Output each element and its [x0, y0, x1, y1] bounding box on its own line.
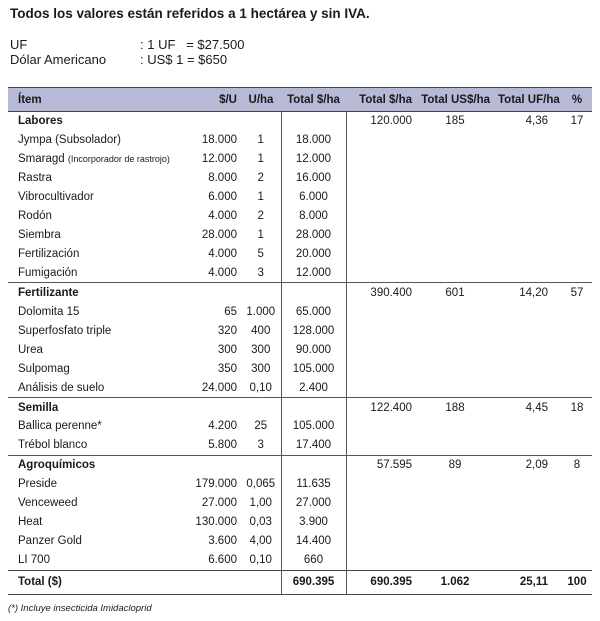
- section-total: 390.400: [346, 283, 416, 302]
- item-cell-empty: [494, 378, 562, 397]
- item-name: Superfosfato triple: [18, 324, 112, 337]
- item-name: Preside: [18, 478, 57, 491]
- item-unit-price: 28.000: [201, 229, 237, 242]
- section-cell-empty: [176, 283, 241, 302]
- item-name: Urea: [18, 343, 43, 356]
- item-name-cell: [8, 436, 176, 455]
- item-cell-empty: [416, 475, 494, 494]
- table-row: [8, 169, 592, 188]
- section-cell-empty: [176, 398, 241, 417]
- item-unit-price: 5.800: [208, 439, 237, 452]
- item-units-per-ha: 1.000: [246, 305, 276, 318]
- item-units-per-ha: 4,00: [249, 535, 272, 548]
- item-cell-empty: [494, 150, 562, 169]
- table-row: [8, 264, 592, 283]
- section-cell-empty: [241, 398, 281, 417]
- item-total: 11.635: [281, 475, 346, 494]
- header-total-usd: Total US$/ha: [416, 88, 494, 112]
- section-total-usd: 89: [416, 455, 494, 474]
- item-name-cell: [8, 150, 176, 169]
- item-cell-empty: [416, 131, 494, 150]
- item-total: 28.000: [281, 226, 346, 245]
- item-cell-empty: [562, 417, 592, 436]
- item-unit-price: 18.000: [201, 134, 237, 147]
- section-total-uf: 14,20: [494, 283, 562, 302]
- item-cell-empty: [346, 475, 416, 494]
- section-row: [8, 283, 592, 302]
- item-units-per-ha: 0,065: [246, 478, 276, 491]
- item-cell-empty: [494, 188, 562, 207]
- item-units-per-ha: 1,00: [249, 497, 272, 510]
- item-total: 660: [281, 551, 346, 570]
- item-cell-empty: [494, 245, 562, 264]
- item-cell-empty: [416, 494, 494, 513]
- section-name: Fertilizante: [8, 283, 176, 302]
- item-total: 128.000: [281, 321, 346, 340]
- item-cell-empty: [346, 264, 416, 283]
- item-cell-empty: [346, 131, 416, 150]
- rate-label-usd: Dólar Americano: [10, 52, 107, 67]
- section-row: [8, 455, 592, 474]
- item-name: Panzer Gold: [18, 535, 82, 548]
- item-name: Heat: [18, 516, 43, 529]
- item-units-per-ha: 0,03: [249, 516, 272, 529]
- total-pct: 100: [562, 570, 592, 594]
- section-name: Semilla: [8, 398, 176, 417]
- item-name-cell: [8, 169, 176, 188]
- item-total: 6.000: [281, 188, 346, 207]
- item-unit-price: 300: [217, 343, 237, 356]
- item-name: Smaragd: [18, 153, 65, 166]
- item-cell-empty: [416, 245, 494, 264]
- item-cell-empty: [562, 264, 592, 283]
- item-unit-price: 65: [224, 305, 237, 318]
- item-cell-empty: [494, 302, 562, 321]
- total-usd: 1.062: [416, 570, 494, 594]
- table-row: [8, 188, 592, 207]
- item-cell-empty: [416, 188, 494, 207]
- item-cell-empty: [562, 321, 592, 340]
- item-unit-price: 3.600: [208, 535, 237, 548]
- item-name-cell: [8, 494, 176, 513]
- item-name-cell: [8, 302, 176, 321]
- item-unit-price: 8.000: [208, 172, 237, 185]
- section-row: [8, 112, 592, 131]
- section-name: Agroquímicos: [8, 455, 176, 474]
- item-name: LI 700: [18, 554, 50, 567]
- item-total: 17.400: [281, 436, 346, 455]
- table-row: [8, 494, 592, 513]
- total-cell-empty: [176, 570, 241, 594]
- table-row: [8, 245, 592, 264]
- item-note: (Incorporador de rastrojo): [67, 154, 170, 165]
- item-name-cell: [8, 264, 176, 283]
- item-cell-empty: [494, 551, 562, 570]
- section-cell-empty: [281, 112, 346, 131]
- item-cell-empty: [346, 494, 416, 513]
- item-name-cell: [8, 340, 176, 359]
- item-units-per-ha: 1: [257, 191, 264, 204]
- item-cell-empty: [494, 226, 562, 245]
- item-name: Sulpomag: [18, 362, 70, 375]
- item-name-cell: [8, 226, 176, 245]
- item-cell-empty: [494, 169, 562, 188]
- item-units-per-ha: 0,10: [249, 381, 272, 394]
- section-total: 122.400: [346, 398, 416, 417]
- item-cell-empty: [346, 245, 416, 264]
- section-total-uf: 4,36: [494, 112, 562, 131]
- section-row: [8, 398, 592, 417]
- item-name-cell: [8, 551, 176, 570]
- item-total: 105.000: [281, 417, 346, 436]
- section-total-uf: 2,09: [494, 455, 562, 474]
- table-row: [8, 321, 592, 340]
- item-unit-price: 320: [217, 324, 237, 337]
- item-unit-price: 4.000: [208, 266, 237, 279]
- item-cell-empty: [346, 302, 416, 321]
- item-unit-price: 130.000: [195, 516, 237, 529]
- table-row: [8, 513, 592, 532]
- item-cell-empty: [562, 169, 592, 188]
- section-cell-empty: [281, 398, 346, 417]
- item-name-cell: [8, 513, 176, 532]
- item-cell-empty: [494, 340, 562, 359]
- section-pct: 18: [562, 398, 592, 417]
- item-cell-empty: [416, 359, 494, 378]
- total-cell-empty: [241, 570, 281, 594]
- section-cell-empty: [281, 283, 346, 302]
- header-total: Total $/ha: [281, 88, 346, 112]
- item-cell-empty: [562, 475, 592, 494]
- item-units-per-ha: 25: [254, 420, 268, 433]
- table-row: [8, 131, 592, 150]
- item-units-per-ha: 1: [257, 134, 264, 147]
- item-cell-empty: [562, 150, 592, 169]
- item-total: 8.000: [281, 207, 346, 226]
- item-cell-empty: [562, 551, 592, 570]
- section-total: 57.595: [346, 455, 416, 474]
- item-cell-empty: [494, 264, 562, 283]
- section-total-usd: 185: [416, 112, 494, 131]
- item-cell-empty: [416, 436, 494, 455]
- item-name-cell: [8, 532, 176, 551]
- section-pct: 57: [562, 283, 592, 302]
- item-name: Siembra: [18, 229, 61, 242]
- item-cell-empty: [346, 551, 416, 570]
- item-cell-empty: [494, 513, 562, 532]
- item-unit-price: 350: [217, 362, 237, 375]
- table-row: [8, 532, 592, 551]
- item-cell-empty: [416, 551, 494, 570]
- item-cell-empty: [346, 321, 416, 340]
- item-cell-empty: [346, 417, 416, 436]
- item-name-cell: [8, 417, 176, 436]
- item-name-cell: [8, 475, 176, 494]
- item-total: 105.000: [281, 359, 346, 378]
- item-units-per-ha: 3: [257, 266, 264, 279]
- table-row: [8, 226, 592, 245]
- table-row: [8, 475, 592, 494]
- item-cell-empty: [562, 532, 592, 551]
- item-total: 18.000: [281, 131, 346, 150]
- item-total: 2.400: [281, 378, 346, 397]
- page-title: Todos los valores están referidos a 1 hectárea y sin IVA.: [10, 6, 370, 21]
- item-name: Trébol blanco: [18, 439, 88, 452]
- item-name: Venceweed: [18, 497, 78, 510]
- item-cell-empty: [562, 207, 592, 226]
- item-name-cell: [8, 245, 176, 264]
- item-cell-empty: [494, 321, 562, 340]
- item-name-cell: [8, 207, 176, 226]
- item-total: 16.000: [281, 169, 346, 188]
- item-cell-empty: [562, 513, 592, 532]
- item-total: 12.000: [281, 264, 346, 283]
- header-uha: U/ha: [241, 88, 281, 112]
- item-cell-empty: [346, 359, 416, 378]
- item-cell-empty: [416, 417, 494, 436]
- total-label: Total ($): [8, 570, 176, 594]
- item-units-per-ha: 1: [257, 153, 264, 166]
- section-total-usd: 601: [416, 283, 494, 302]
- item-cell-empty: [416, 532, 494, 551]
- footnote: (*) Incluye insecticida Imidacloprid: [8, 603, 152, 614]
- item-units-per-ha: 300: [251, 362, 271, 375]
- table-row: [8, 207, 592, 226]
- section-cell-empty: [241, 283, 281, 302]
- item-cell-empty: [494, 417, 562, 436]
- table-row: [8, 417, 592, 436]
- item-cell-empty: [346, 207, 416, 226]
- section-total-uf: 4,45: [494, 398, 562, 417]
- item-cell-empty: [494, 475, 562, 494]
- item-unit-price: 27.000: [201, 497, 237, 510]
- item-total: 90.000: [281, 340, 346, 359]
- header-total-section: Total $/ha: [346, 88, 416, 112]
- item-unit-price: 6.600: [208, 554, 237, 567]
- item-cell-empty: [562, 188, 592, 207]
- rate-value-usd: : US$ 1 = $650: [140, 52, 228, 67]
- item-name: Rodón: [18, 210, 52, 223]
- item-cell-empty: [494, 359, 562, 378]
- item-cell-empty: [494, 131, 562, 150]
- item-units-per-ha: 5: [257, 248, 264, 261]
- item-total: 65.000: [281, 302, 346, 321]
- total-section-sum: 690.395: [346, 570, 416, 594]
- item-units-per-ha: 2: [257, 210, 264, 223]
- section-cell-empty: [241, 455, 281, 474]
- item-unit-price: 24.000: [201, 381, 237, 394]
- item-units-per-ha: 2: [257, 172, 264, 185]
- item-name-cell: [8, 359, 176, 378]
- section-total-usd: 188: [416, 398, 494, 417]
- item-name: Fertilización: [18, 248, 80, 261]
- item-cell-empty: [346, 532, 416, 551]
- item-name-cell: [8, 378, 176, 397]
- item-name: Jympa (Subsolador): [18, 134, 121, 147]
- item-name: Análisis de suelo: [18, 381, 105, 394]
- table-row: [8, 340, 592, 359]
- item-cell-empty: [494, 532, 562, 551]
- item-unit-price: 12.000: [201, 153, 237, 166]
- item-cell-empty: [346, 378, 416, 397]
- item-cell-empty: [562, 226, 592, 245]
- table-row: [8, 436, 592, 455]
- total-row: [8, 570, 592, 594]
- item-cell-empty: [346, 513, 416, 532]
- rate-label-uf: UF: [10, 37, 28, 52]
- item-cell-empty: [494, 436, 562, 455]
- item-total: 14.400: [281, 532, 346, 551]
- header-pct: %: [562, 88, 592, 112]
- item-total: 20.000: [281, 245, 346, 264]
- item-cell-empty: [562, 245, 592, 264]
- cost-table: [8, 87, 592, 595]
- header-item: Ítem: [8, 88, 176, 112]
- table-row: [8, 302, 592, 321]
- table-row: [8, 150, 592, 169]
- item-cell-empty: [416, 340, 494, 359]
- item-cell-empty: [416, 169, 494, 188]
- item-cell-empty: [562, 436, 592, 455]
- item-name: Ballica perenne*: [18, 420, 102, 433]
- item-unit-price: 6.000: [208, 191, 237, 204]
- table-row: [8, 551, 592, 570]
- item-cell-empty: [346, 150, 416, 169]
- item-unit-price: 4.000: [208, 248, 237, 261]
- item-cell-empty: [346, 436, 416, 455]
- item-cell-empty: [562, 378, 592, 397]
- table-row: [8, 359, 592, 378]
- header-su: $/U: [176, 88, 241, 112]
- item-cell-empty: [494, 207, 562, 226]
- item-cell-empty: [346, 169, 416, 188]
- item-cell-empty: [416, 264, 494, 283]
- item-name: Vibrocultivador: [18, 191, 94, 204]
- item-unit-price: 4.000: [208, 210, 237, 223]
- item-name-cell: [8, 131, 176, 150]
- table-header-row: [8, 88, 592, 112]
- item-cell-empty: [562, 494, 592, 513]
- item-units-per-ha: 1: [257, 229, 264, 242]
- item-units-per-ha: 3: [257, 439, 264, 452]
- header-total-uf: Total UF/ha: [494, 88, 562, 112]
- item-name-cell: [8, 321, 176, 340]
- section-cell-empty: [281, 455, 346, 474]
- table-row: [8, 378, 592, 397]
- item-cell-empty: [562, 302, 592, 321]
- item-cell-empty: [562, 359, 592, 378]
- item-total: 3.900: [281, 513, 346, 532]
- item-name: Dolomita 15: [18, 305, 80, 318]
- item-units-per-ha: 300: [251, 343, 271, 356]
- item-cell-empty: [416, 378, 494, 397]
- item-name: Rastra: [18, 172, 52, 185]
- item-cell-empty: [494, 494, 562, 513]
- item-cell-empty: [416, 207, 494, 226]
- section-cell-empty: [241, 112, 281, 131]
- item-cell-empty: [416, 321, 494, 340]
- item-unit-price: 179.000: [195, 478, 237, 491]
- item-cell-empty: [416, 226, 494, 245]
- item-cell-empty: [416, 150, 494, 169]
- item-name-cell: [8, 188, 176, 207]
- section-cell-empty: [176, 112, 241, 131]
- item-units-per-ha: 0,10: [249, 554, 272, 567]
- item-total: 12.000: [281, 150, 346, 169]
- item-cell-empty: [346, 226, 416, 245]
- section-total: 120.000: [346, 112, 416, 131]
- item-name: Fumigación: [18, 266, 78, 279]
- total-uf: 25,11: [494, 570, 562, 594]
- item-cell-empty: [416, 302, 494, 321]
- section-pct: 8: [562, 455, 592, 474]
- item-cell-empty: [562, 131, 592, 150]
- rate-value-uf: : 1 UF = $27.500: [140, 37, 245, 52]
- total-sum: 690.395: [281, 570, 346, 594]
- section-name: Labores: [8, 112, 176, 131]
- item-cell-empty: [562, 340, 592, 359]
- section-cell-empty: [176, 455, 241, 474]
- item-cell-empty: [346, 340, 416, 359]
- item-cell-empty: [416, 513, 494, 532]
- item-total: 27.000: [281, 494, 346, 513]
- section-pct: 17: [562, 112, 592, 131]
- item-units-per-ha: 400: [251, 324, 271, 337]
- item-cell-empty: [346, 188, 416, 207]
- item-unit-price: 4.200: [208, 420, 237, 433]
